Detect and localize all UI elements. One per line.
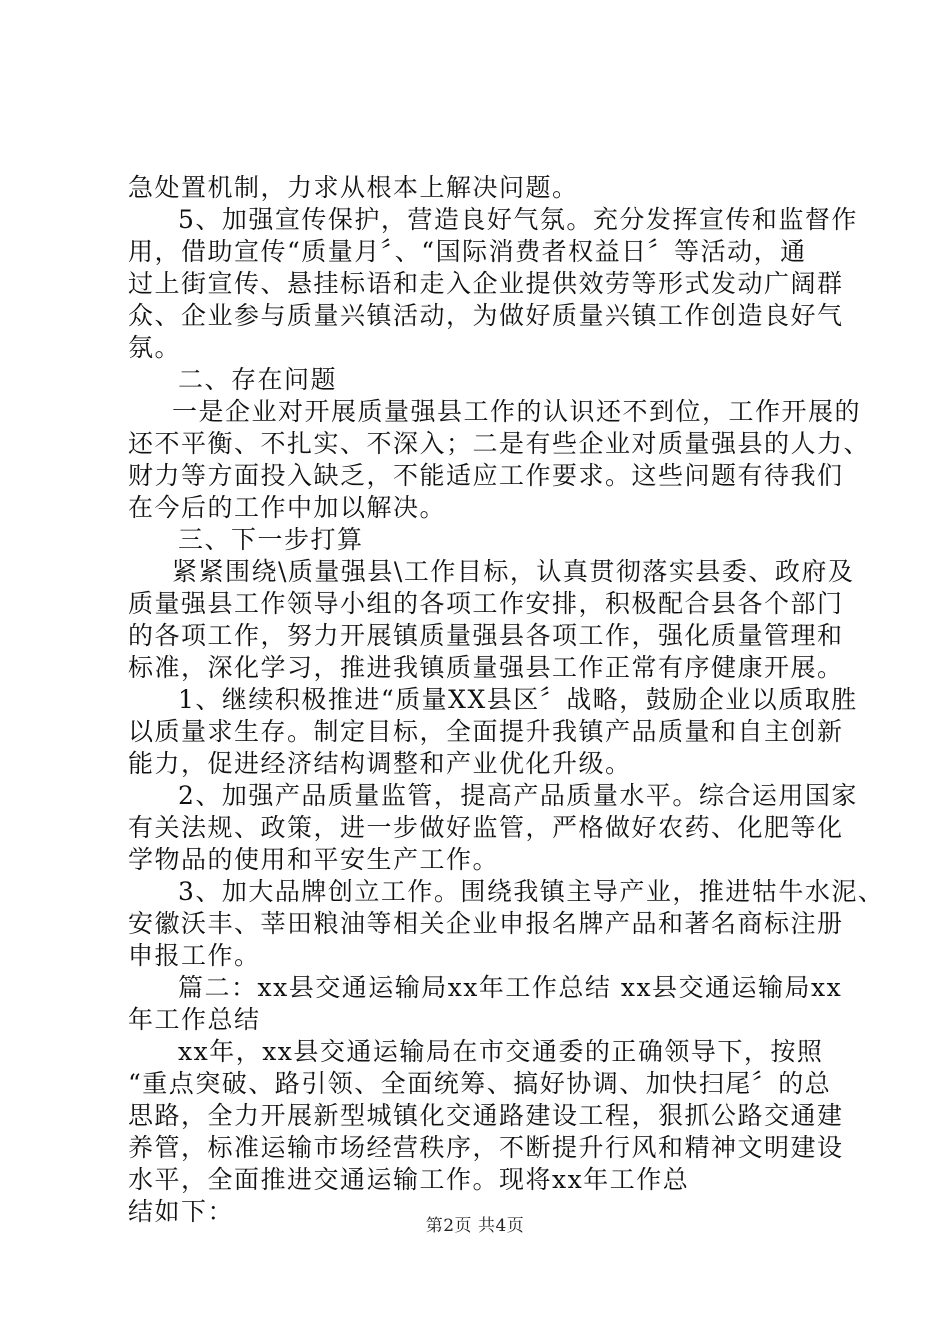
text-line: 急处置机制，力求从根本上解决问题。: [128, 173, 579, 202]
text-line: 以质量求生存。制定目标，全面提升我镇产品质量和自主创新: [128, 717, 844, 746]
text-line: 用，借助宣传“质量月〞、“国际消费者权益日〞等活动，通: [128, 237, 807, 266]
text-line: 财力等方面投入缺乏，不能适应工作要求。这些问题有待我们: [128, 461, 844, 490]
section-heading: 二、存在问题: [178, 365, 338, 394]
text-line: 一是企业对开展质量强县工作的认识还不到位，工作开展的: [172, 397, 862, 426]
text-line: 养管，标准运输市场经营秩序，不断提升行风和精神文明建设: [128, 1133, 844, 1162]
text-line: 5、加强宣传保护，营造良好气氛。充分发挥宣传和监督作: [178, 205, 858, 234]
text-line: 在今后的工作中加以解决。: [128, 493, 447, 522]
text-line: 水平，全面推进交通运输工作。现将xx年工作总: [128, 1165, 690, 1194]
section-heading: 三、下一步打算: [178, 525, 364, 554]
text-line: 1、继续积极推进“质量XX县区〞战略，鼓励企业以质取胜: [178, 685, 858, 714]
article-title: 篇二：xx县交通运输局xx年工作总结 xx县交通运输局xx: [178, 973, 843, 1002]
text-line: 安徽沃丰、莘田粮油等相关企业申报名牌产品和著名商标注册: [128, 909, 844, 938]
text-line: 2、加强产品质量监管，提高产品质量水平。综合运用国家: [178, 781, 858, 810]
text-line: 众、企业参与质量兴镇活动，为做好质量兴镇工作创造良好气: [128, 301, 844, 330]
text-line: 还不平衡、不扎实、不深入；二是有些企业对质量强县的人力、: [128, 429, 871, 458]
text-line: 过上街宣传、悬挂标语和走入企业提供效劳等形式发动广阔群: [128, 269, 844, 298]
text-line: 3、加大品牌创立工作。围绕我镇主导产业，推进牯牛水泥、: [178, 877, 885, 906]
page-number-footer: 第2页 共4页: [425, 1216, 525, 1236]
text-line: 紧紧围绕\质量强县\工作目标，认真贯彻落实县委、政府及: [172, 557, 855, 586]
text-line: 结如下：: [128, 1197, 235, 1226]
text-line: 能力，促进经济结构调整和产业优化升级。: [128, 749, 632, 778]
text-line: 质量强县工作领导小组的各项工作安排，积极配合县各个部门: [128, 589, 844, 618]
article-title-continued: 年工作总结: [128, 1005, 261, 1034]
text-line: 标准，深化学习，推进我镇质量强县工作正常有序健康开展。: [128, 653, 844, 682]
text-line: 思路，全力开展新型城镇化交通路建设工程，狠抓公路交通建: [128, 1101, 844, 1130]
text-line: 有关法规、政策，进一步做好监管，严格做好农药、化肥等化: [128, 813, 844, 842]
text-line: “重点突破、路引领、全面统筹、搞好协调、加快扫尾〞的总: [128, 1069, 832, 1098]
text-line: 的各项工作，努力开展镇质量强县各项工作，强化质量管理和: [128, 621, 844, 650]
document-body: [128, 172, 885, 1260]
text-line: 申报工作。: [128, 941, 261, 970]
text-line: 氛。: [128, 333, 182, 362]
text-line: 学物品的使用和平安生产工作。: [128, 845, 500, 874]
text-line: xx年，xx县交通运输局在市交通委的正确领导下，按照: [178, 1037, 824, 1066]
